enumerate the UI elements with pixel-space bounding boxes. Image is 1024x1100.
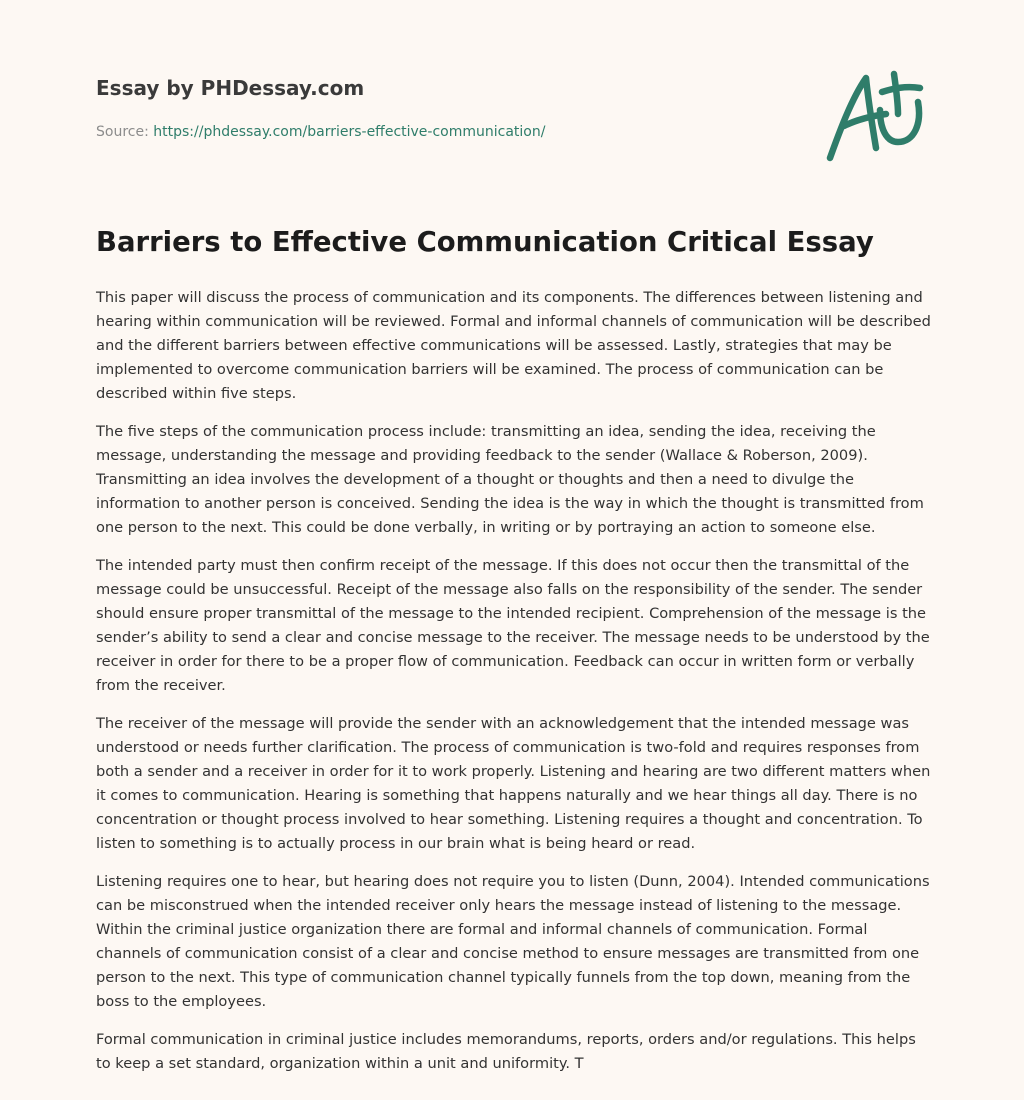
essay-paragraph-4: The receiver of the message will provide the sender with an acknowledgement that the intended message was understood or needs further clarification. The process of communication is two-fold and requires responses from both a sender and a receiver in order for it to work properly. Listening and hearing are two different matters when it comes to communication. Hearing is something that happens naturally and we hear things all day. There is no concentration or thought process involved to hear something. Listening requires a thought and concentration. To listen to something is to actually process in our brain what is being heard or read. (96, 715, 931, 852)
a-plus-logo-icon (822, 68, 928, 166)
source-link[interactable]: https://phdessay.com/barriers-effective-communication/ (153, 124, 546, 140)
essay-paragraph-6: Formal communication in criminal justice includes memorandums, reports, orders and/or regulations. This helps to keep a set standard, organization within a unit and uniformity. T (96, 1031, 916, 1072)
essay-paragraph-5: Listening requires one to hear, but hearing does not require you to listen (Dunn, 2004). Intended communications can be misconstrued when the intended receiver only hears the message instead of listening to the message. Within the criminal justice organization there are formal and informal channels of communication. Formal channels of communication consist of a clear and concise method to ensure messages are transmitted from one person to the next. This type of communication channel typically funnels from the top down, meaning from the boss to the employees. (96, 873, 930, 1010)
essay-paragraph-1: This paper will discuss the process of communication and its components. The differences between listening and hearing within communication will be reviewed. Formal and informal channels of communication will be described and the different barriers between effective communications will be assessed. Lastly, strategies that may be implemented to overcome communication barriers will be examined. The process of communication can be described within five steps. (96, 289, 931, 402)
essay-title: Barriers to Effective Communication Critical Essay (96, 226, 874, 258)
site-title: Essay by PHDessay.com (96, 76, 365, 100)
essay-body (96, 286, 932, 1090)
essay-paragraph-3: The intended party must then confirm receipt of the message. If this does not occur then the transmittal of the message could be unsuccessful. Receipt of the message also falls on the responsibility of the sender. The sender should ensure proper transmittal of the message to the intended recipient. Comprehension of the message is the sender’s ability to send a clear and concise message to the receiver. The message needs to be understood by the receiver in order for there to be a proper flow of communication. Feedback can occur in written form or verbally from the receiver. (96, 557, 930, 694)
source-label: Source: (96, 124, 149, 140)
essay-paragraph-2: The five steps of the communication process include: transmitting an idea, sending the idea, receiving the message, understanding the message and providing feedback to the sender (Wallace & Roberson, 2009). Transmitting an idea involves the development of a thought or thoughts and then a need to divulge the information to another person is conceived. Sending the idea is the way in which the thought is transmitted from one person to the next. This could be done verbally, in writing or by portraying an action to someone else. (96, 423, 924, 536)
source-line (96, 124, 545, 140)
